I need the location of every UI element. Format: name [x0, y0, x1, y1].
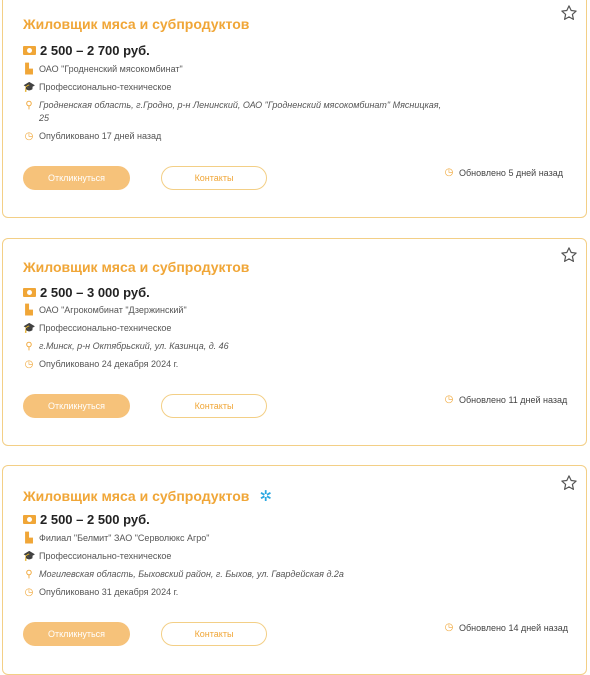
published-date: Опубликовано 17 дней назад	[39, 131, 162, 141]
vacancy-info	[23, 532, 443, 604]
address-row	[23, 568, 443, 581]
vacancy-title-text[interactable]: Жиловщик мяса и субпродуктов	[23, 16, 250, 32]
salary	[23, 512, 150, 527]
favorite-star-icon[interactable]	[560, 246, 578, 264]
vacancy-card[interactable]	[2, 465, 587, 675]
contacts-button[interactable]: Контакты	[161, 166, 267, 190]
company-name: Филиал "Белмит" ЗАО "Серволюкс Агро"	[39, 533, 210, 543]
company-name: ОАО "Агрокомбинат "Дзержинский"	[39, 305, 187, 315]
factory-icon: ▙	[25, 305, 33, 316]
address: г.Минск, р-н Октябрьский, ул. Казинца, д. 46	[39, 341, 229, 351]
vacancy-info	[23, 63, 443, 148]
education-row	[23, 81, 443, 94]
respond-button[interactable]: Откликнуться	[23, 394, 130, 418]
graduation-cap-icon: 🎓	[23, 551, 36, 562]
contacts-button[interactable]: Контакты	[161, 394, 267, 418]
vacancy-title[interactable]	[23, 16, 249, 32]
education-level: Профессионально-техническое	[39, 551, 172, 561]
education-level: Профессионально-техническое	[39, 323, 172, 333]
updated-info	[443, 619, 573, 637]
respond-button[interactable]: Откликнуться	[23, 166, 130, 190]
updated-text: Обновлено 11 дней назад	[459, 395, 568, 405]
vacancy-card[interactable]	[2, 238, 587, 446]
vacancy-title-text[interactable]: Жиловщик мяса и субпродуктов	[23, 259, 250, 275]
company-row	[23, 63, 443, 76]
vacancy-info	[23, 304, 443, 376]
published-date: Опубликовано 24 декабря 2024 г.	[39, 359, 179, 369]
salary-text: 2 500 – 2 700 руб.	[40, 43, 150, 58]
updated-text: Обновлено 14 дней назад	[459, 623, 568, 633]
salary-text: 2 500 – 3 000 руб.	[40, 285, 150, 300]
contacts-button[interactable]: Контакты	[161, 622, 267, 646]
graduation-cap-icon: 🎓	[23, 82, 36, 93]
clock-icon: ◷	[444, 394, 454, 405]
clock-icon: ◷	[444, 622, 454, 633]
address-row	[23, 340, 443, 353]
address: Гродненская область, г.Гродно, р-н Ленинский, ОАО "Гродненский мясокомбинат" Мясницкая, 25	[39, 100, 442, 123]
vacancy-title[interactable]	[23, 487, 272, 505]
education-level: Профессионально-техническое	[39, 82, 172, 92]
money-icon	[23, 288, 36, 297]
factory-icon: ▙	[25, 64, 33, 75]
sparkle-icon: ✲	[259, 488, 272, 505]
clock-icon: ◷	[24, 131, 34, 142]
clock-icon: ◷	[444, 167, 454, 178]
location-pin-icon: ⚲	[25, 100, 33, 111]
vacancy-card[interactable]	[2, 0, 587, 218]
favorite-star-icon[interactable]	[560, 4, 578, 22]
respond-button[interactable]: Откликнуться	[23, 622, 130, 646]
published-row	[23, 586, 443, 599]
company-name: ОАО "Гродненский мясокомбинат"	[39, 64, 183, 74]
clock-icon: ◷	[24, 587, 34, 598]
salary	[23, 285, 150, 300]
money-icon	[23, 515, 36, 524]
updated-info	[443, 391, 573, 409]
education-row	[23, 322, 443, 335]
graduation-cap-icon: 🎓	[23, 323, 36, 334]
salary-text: 2 500 – 2 500 руб.	[40, 512, 150, 527]
vacancy-title[interactable]	[23, 259, 249, 275]
published-date: Опубликовано 31 декабря 2024 г.	[39, 587, 179, 597]
favorite-star-icon[interactable]	[560, 474, 578, 492]
location-pin-icon: ⚲	[25, 341, 33, 352]
salary	[23, 43, 150, 58]
clock-icon: ◷	[24, 359, 34, 370]
updated-text: Обновлено 5 дней назад	[459, 168, 563, 178]
education-row	[23, 550, 443, 563]
vacancy-title-text[interactable]: Жиловщик мяса и субпродуктов	[23, 488, 250, 504]
published-row	[23, 130, 443, 143]
company-row	[23, 532, 443, 545]
money-icon	[23, 46, 36, 55]
factory-icon: ▙	[25, 533, 33, 544]
updated-info	[443, 164, 573, 182]
address-row	[23, 99, 443, 125]
location-pin-icon: ⚲	[25, 569, 33, 580]
address: Могилевская область, Быховский район, г. Быхов, ул. Гвардейская д.2а	[39, 569, 344, 579]
company-row	[23, 304, 443, 317]
published-row	[23, 358, 443, 371]
